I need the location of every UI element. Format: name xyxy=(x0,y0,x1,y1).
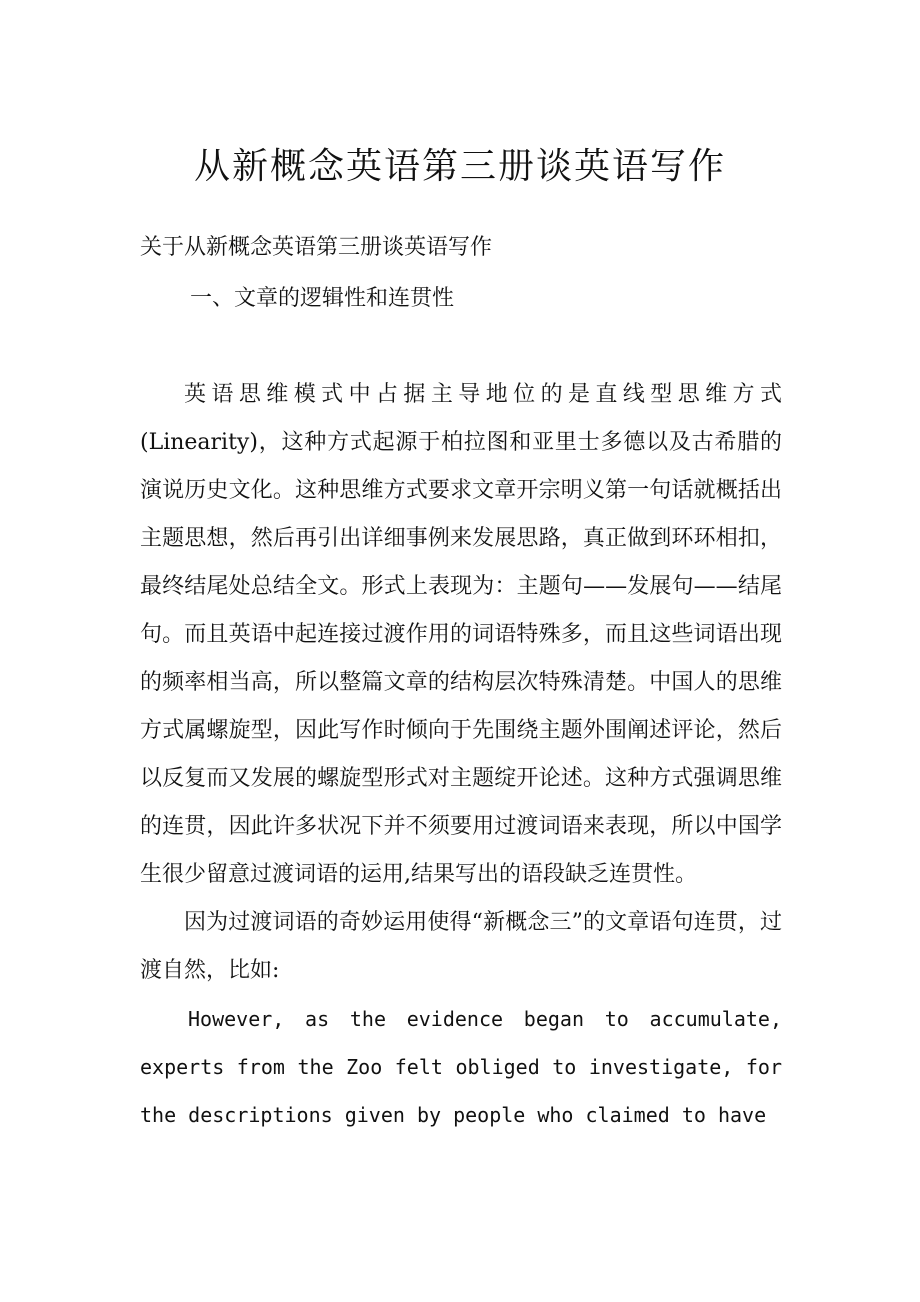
document-subtitle: 关于从新概念英语第三册谈英语写作 xyxy=(140,235,493,260)
paragraph-english-example: However, as the evidence began to accumulate, experts from the Zoo felt obliged to investigate, for the descriptions given by people who claimed to have xyxy=(140,1007,782,1127)
document-title: 从新概念英语第三册谈英语写作 xyxy=(193,146,726,187)
paragraph-transition-words: 因为过渡词语的奇妙运用使得“新概念三”的文章语句连贯，过渡自然，比如: xyxy=(140,910,782,983)
document-body xyxy=(140,371,782,1139)
section-heading: 一、文章的逻辑性和连贯性 xyxy=(190,286,455,311)
paragraph-thinking-modes: 英语思维模式中占据主导地位的是直线型思维方式(Linearity)，这种方式起源于柏拉图和亚里士多德以及古希腊的演说历史文化。这种思维方式要求文章开宗明义第一句话就概括出主题思想，然后再引出详细事例来发展思路，真正做到环环相扣，最终结尾处总结全文。形式上表现为：主题句——发展句——结尾句。而且英语中起连接过渡作用的词语特殊多，而且这些词语出现的频率相当高，所以整篇文章的结构层次特殊清楚。中国人的思维方式属螺旋型，因此写作时倾向于先围绕主题外围阐述评论，然后以反复而又发展的螺旋型形式对主题绽开论述。这种方式强调思维的连贯，因此许多状况下并不须要用过渡词语来表现，所以中国学生很少留意过渡词语的运用,结果写出的语段缺乏连贯性。 xyxy=(140,382,782,887)
